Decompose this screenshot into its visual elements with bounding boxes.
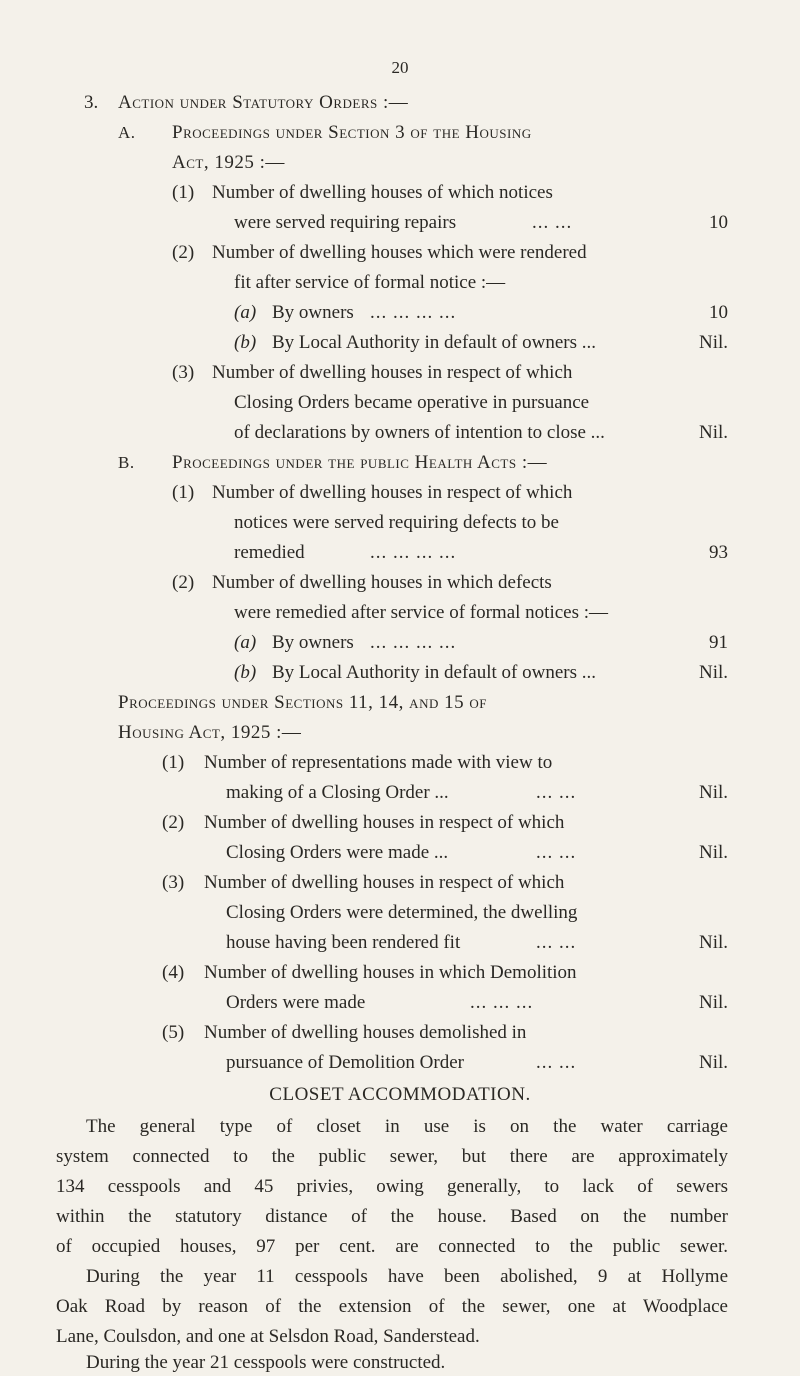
- item-value: 93: [709, 542, 728, 563]
- item-value: Nil.: [698, 932, 728, 953]
- item-text: were served requiring repairs: [234, 212, 457, 233]
- paragraph-line: During the year 11 cesspools have been abolished, 9 at Hollyme: [86, 1266, 728, 1287]
- item-number: (1): [162, 752, 185, 773]
- leader-dots: ... ... ... ...: [370, 302, 457, 323]
- leader-dots: ... ... ...: [470, 992, 534, 1013]
- item-value: Nil.: [698, 992, 728, 1013]
- subsection-a-title: Proceedings under Section 3 of the Housing: [172, 122, 532, 143]
- item-text: Number of dwelling houses of which notices: [212, 182, 553, 203]
- paragraph-line: system connected to the public sewer, but there are approximately: [56, 1146, 728, 1167]
- item-number: (4): [162, 962, 185, 983]
- sub-item-text: By owners: [272, 632, 354, 653]
- item-number: (3): [172, 362, 195, 383]
- page-number: 20: [391, 58, 409, 77]
- item-number: (2): [172, 572, 195, 593]
- item-text: fit after service of formal notice :—: [234, 272, 506, 293]
- item-value: Nil.: [698, 422, 728, 443]
- item-text: Number of dwelling houses demolished in: [204, 1022, 527, 1043]
- sub-item-label: (a): [234, 632, 257, 653]
- item-text: house having been rendered fit: [226, 932, 461, 953]
- paragraph-line: During the year 21 cesspools were constructed.: [86, 1352, 446, 1373]
- item-text: Closing Orders were made ...: [226, 842, 449, 863]
- subsection-c-title: Proceedings under Sections 11, 14, and 15 of: [118, 692, 487, 713]
- item-text: Number of dwelling houses in which Demolition: [204, 962, 577, 983]
- sub-item-label: (b): [234, 662, 257, 683]
- item-value: Nil.: [698, 332, 728, 353]
- item-text: notices were served requiring defects to be: [234, 512, 559, 533]
- item-text: Number of dwelling houses in respect of which: [204, 812, 565, 833]
- item-number: (1): [172, 482, 195, 503]
- item-value: 10: [709, 302, 728, 323]
- item-text: remedied: [234, 542, 305, 563]
- paragraph-line: Lane, Coulsdon, and one at Selsdon Road, Sanderstead.: [56, 1326, 480, 1347]
- item-text: of declarations by owners of intention to close ...: [234, 422, 605, 443]
- subsection-a-label: A.: [118, 123, 136, 142]
- item-value: Nil.: [698, 842, 728, 863]
- leader-dots: ... ... ... ...: [370, 542, 457, 563]
- item-text: making of a Closing Order ...: [226, 782, 449, 803]
- item-text: Number of dwelling houses which were rendered: [212, 242, 587, 263]
- leader-dots: ... ...: [536, 932, 577, 953]
- paragraph-line: The general type of closet in use is on the water carriage: [86, 1116, 728, 1137]
- paragraph-line: 134 cesspools and 45 privies, owing generally, to lack of sewers: [56, 1176, 728, 1197]
- section-number: 3.: [84, 92, 99, 113]
- item-text: Number of dwelling houses in respect of which: [204, 872, 565, 893]
- item-text: Closing Orders became operative in pursuance: [234, 392, 590, 413]
- item-number: (1): [172, 182, 195, 203]
- subsection-a-title-cont: Act, 1925 :—: [172, 152, 285, 173]
- sub-item-text: By Local Authority in default of owners ...: [272, 662, 596, 683]
- item-text: Number of dwelling houses in respect of which: [212, 482, 573, 503]
- item-number: (2): [162, 812, 185, 833]
- item-text: were remedied after service of formal notices :—: [234, 602, 609, 623]
- closet-paragraph-1: [56, 1112, 728, 1262]
- item-value: Nil.: [698, 782, 728, 803]
- sub-item-label: (b): [234, 332, 257, 353]
- item-number: (3): [162, 872, 185, 893]
- item-text: Orders were made: [226, 992, 366, 1013]
- item-value: Nil.: [698, 1052, 728, 1073]
- item-text: Closing Orders were determined, the dwelling: [226, 902, 578, 923]
- paragraph-line: within the statutory distance of the house. Based on the number: [56, 1206, 728, 1227]
- leader-dots: ... ...: [532, 212, 573, 233]
- item-text: Number of dwelling houses in respect of which: [212, 362, 573, 383]
- subsection-b-label: B.: [118, 453, 135, 472]
- leader-dots: ... ...: [536, 842, 577, 863]
- item-number: (2): [172, 242, 195, 263]
- closet-heading: CLOSET ACCOMMODATION.: [269, 1084, 531, 1105]
- closet-paragraph-3: [56, 1352, 728, 1374]
- item-value: 10: [709, 212, 728, 233]
- paragraph-line: Oak Road by reason of the extension of the sewer, one at Woodplace: [56, 1296, 728, 1317]
- item-text: pursuance of Demolition Order: [226, 1052, 464, 1073]
- subsection-b-title: Proceedings under the public Health Acts :—: [172, 452, 548, 473]
- subsection-c-title-cont: Housing Act, 1925 :—: [118, 722, 302, 743]
- item-value: 91: [709, 632, 728, 653]
- closet-paragraph-2: [56, 1262, 728, 1352]
- sub-item-label: (a): [234, 302, 257, 323]
- sub-item-text: By Local Authority in default of owners ...: [272, 332, 596, 353]
- item-number: (5): [162, 1022, 185, 1043]
- item-text: Number of dwelling houses in which defects: [212, 572, 552, 593]
- item-value: Nil.: [698, 662, 728, 683]
- sub-item-text: By owners: [272, 302, 354, 323]
- leader-dots: ... ...: [536, 1052, 577, 1073]
- section-title: Action under Statutory Orders :—: [118, 92, 409, 113]
- leader-dots: ... ... ... ...: [370, 632, 457, 653]
- item-text: Number of representations made with view to: [204, 752, 553, 773]
- leader-dots: ... ...: [536, 782, 577, 803]
- paragraph-line: of occupied houses, 97 per cent. are connected to the public sewer.: [56, 1236, 728, 1257]
